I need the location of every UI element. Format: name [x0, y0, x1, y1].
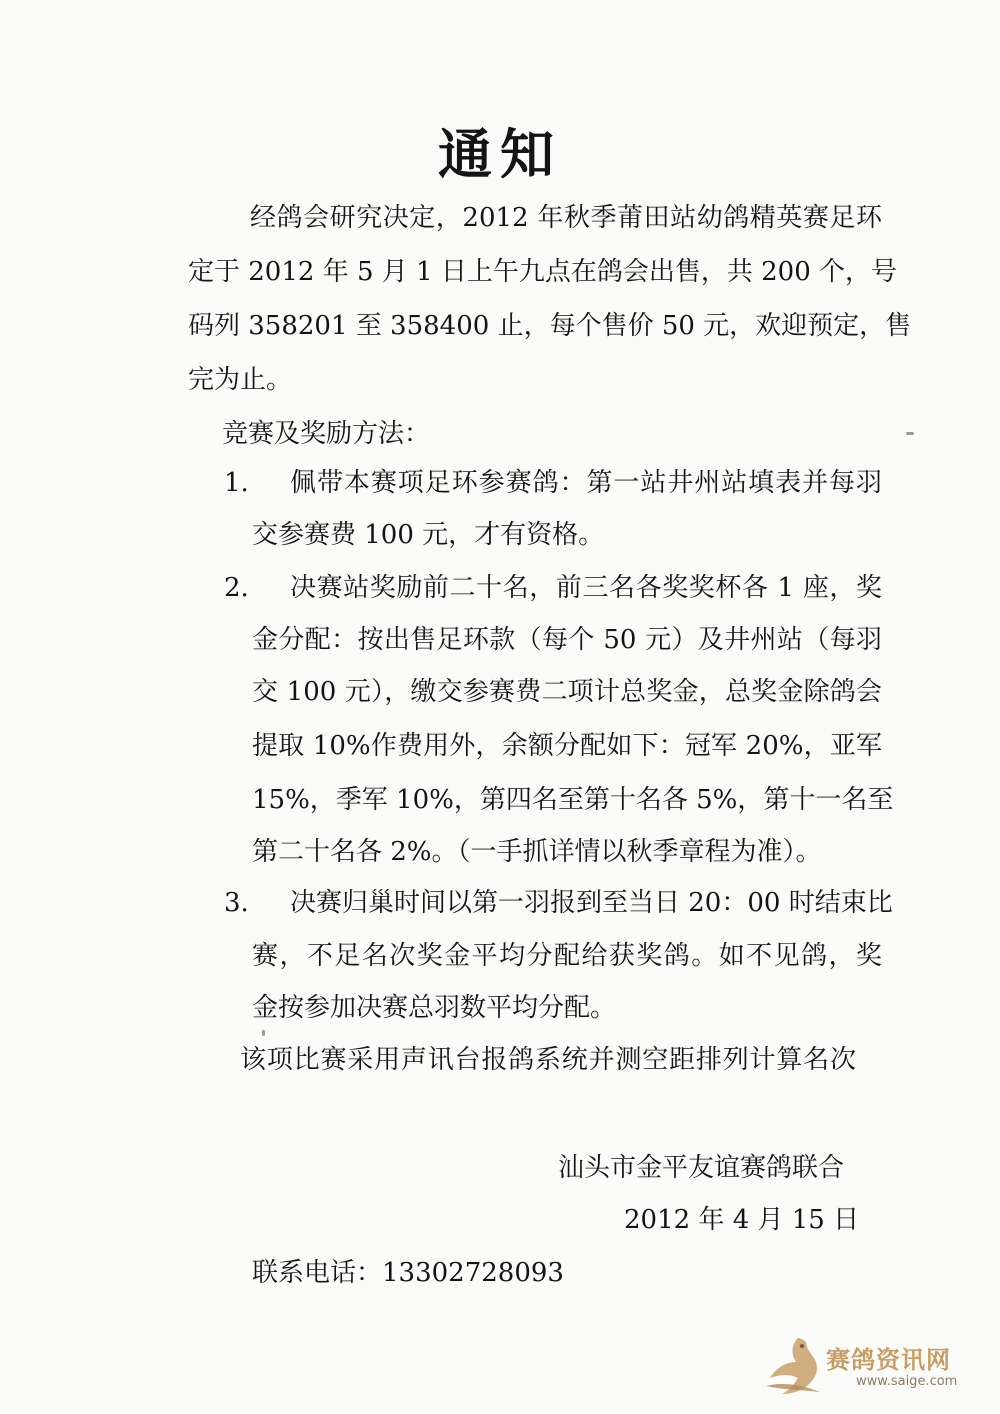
scan-speck [262, 1030, 265, 1036]
watermark-site-name: 赛鸽资讯网 [826, 1346, 951, 1374]
item-3-number: 3. [224, 888, 249, 918]
watermark [760, 1332, 960, 1402]
item-3-line-1: 决赛归巢时间以第一羽报到至当日 20：00 时结束比 [290, 888, 893, 918]
notice-title: 通知 [438, 122, 562, 186]
intro-line-2: 定于 2012 年 5 月 1 日上午九点在鸽会出售，共 200 个，号 [188, 257, 897, 287]
scan-speck [906, 432, 914, 435]
item-2-line-1: 决赛站奖励前二十名，前三名各奖奖杯各 1 座，奖 [290, 573, 882, 603]
item-2-line-4: 提取 10%作费用外，余额分配如下：冠军 20%，亚军 [252, 731, 882, 761]
section-heading: 竞赛及奖励方法： [222, 419, 431, 449]
contact-phone: 联系电话：13302728093 [252, 1258, 564, 1288]
watermark-url: www.saige.com [856, 1374, 958, 1389]
item-1-number: 1. [224, 468, 249, 498]
item-2-number: 2. [224, 573, 249, 603]
intro-line-3: 码列 358201 至 358400 止，每个售价 50 元，欢迎预定，售 [188, 311, 912, 341]
item-1-line-2: 交参赛费 100 元，才有资格。 [252, 520, 605, 550]
item-1-line-1: 佩带本赛项足环参赛鸽：第一站井州站填表并每羽 [290, 468, 882, 498]
item-3-line-2: 赛，不足名次奖金平均分配给获奖鸽。如不见鸽，奖 [252, 941, 882, 971]
item-2-line-5: 15%，季军 10%，第四名至第十名各 5%，第十一名至 [252, 785, 894, 815]
intro-line-4: 完为止。 [188, 365, 293, 395]
organization-name: 汕头市金平友谊赛鸽联合 [558, 1153, 845, 1183]
closing-line: 该项比赛采用声讯台报鸽系统并测空距排列计算名次 [240, 1045, 856, 1075]
pigeon-logo-icon [760, 1332, 834, 1400]
intro-line-1: 经鸽会研究决定，2012 年秋季莆田站幼鸽精英赛足环 [250, 203, 882, 233]
item-3-line-3: 金按参加决赛总羽数平均分配。 [252, 993, 617, 1023]
item-2-line-2: 金分配：按出售足环款（每个 50 元）及井州站（每羽 [252, 625, 882, 655]
item-2-line-6: 第二十名各 2%。（一手抓详情以秋季章程为准）。 [252, 837, 822, 867]
notice-date: 2012 年 4 月 15 日 [624, 1205, 860, 1235]
item-2-line-3: 交 100 元），缴交参赛费二项计总奖金，总奖金除鸽会 [252, 677, 882, 707]
